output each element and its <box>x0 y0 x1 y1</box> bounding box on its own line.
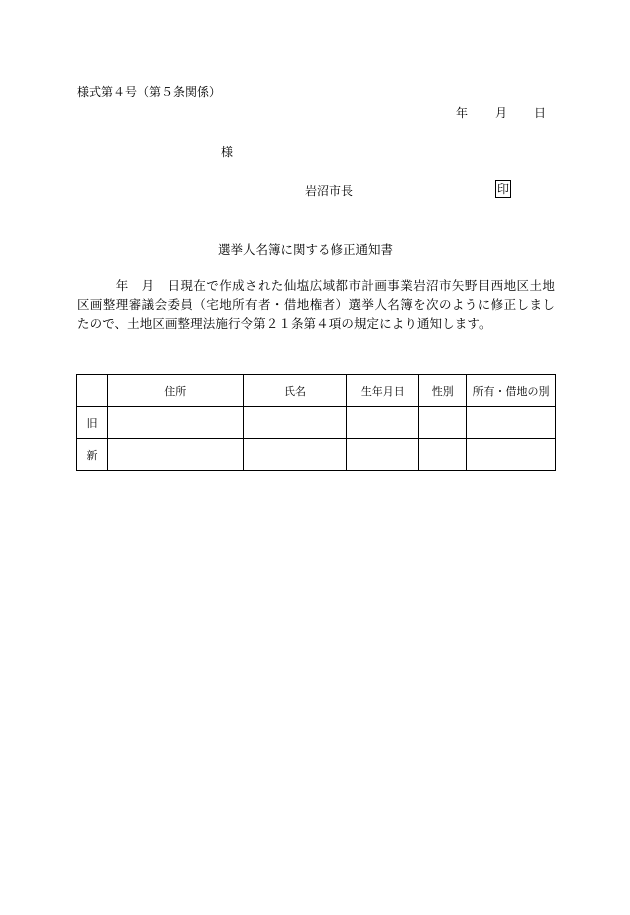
header-birthdate: 生年月日 <box>347 375 419 407</box>
addressee-suffix: 様 <box>221 145 234 159</box>
date-line <box>456 104 546 121</box>
header-ownership: 所有・借地の別 <box>467 375 556 407</box>
correction-table <box>76 374 556 471</box>
date-month: 月 <box>495 106 508 120</box>
date-day: 日 <box>534 106 547 120</box>
header-name: 氏名 <box>243 375 347 407</box>
table-row-old <box>77 407 556 439</box>
table-header-row <box>77 375 556 407</box>
cell-birthdate <box>347 407 419 439</box>
cell-birthdate <box>347 439 419 471</box>
body-paragraph: 年 月 日現在で作成された仙塩広域都市計画事業岩沼市矢野目西地区土地区画整理審議会委員（宅地所有者・借地権者）選挙人名簿を次のように修正しましたので、土地区画整理法施行令第２１条第４項の規定により通知します。 <box>77 278 555 331</box>
cell-address <box>107 407 243 439</box>
date-year: 年 <box>456 106 469 120</box>
cell-ownership <box>467 439 556 471</box>
row-label-old: 旧 <box>77 407 108 439</box>
cell-name <box>243 439 347 471</box>
header-address: 住所 <box>107 375 243 407</box>
form-number: 様式第４号（第５条関係） <box>77 85 222 99</box>
table-row-new <box>77 439 556 471</box>
sender-name: 岩沼市長 <box>305 184 354 198</box>
document-title: 選挙人名簿に関する修正通知書 <box>218 242 394 257</box>
row-label-new: 新 <box>77 439 108 471</box>
cell-gender <box>419 407 467 439</box>
cell-address <box>107 439 243 471</box>
cell-name <box>243 407 347 439</box>
seal-mark: 印 <box>497 182 510 196</box>
cell-gender <box>419 439 467 471</box>
header-label-col <box>77 375 108 407</box>
header-gender: 性別 <box>419 375 467 407</box>
cell-ownership <box>467 407 556 439</box>
